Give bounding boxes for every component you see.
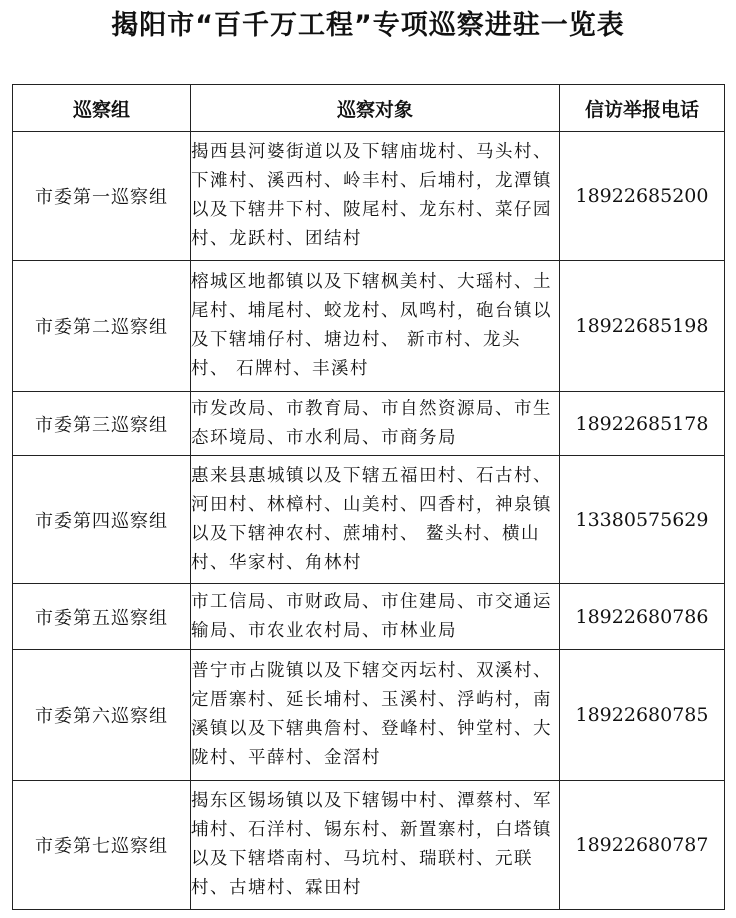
table-row <box>13 132 725 261</box>
phone-cell: 13380575629 <box>560 456 725 584</box>
group-cell: 市委第三巡察组 <box>13 392 191 456</box>
table-row <box>13 781 725 910</box>
table-row <box>13 456 725 584</box>
table-row <box>13 650 725 781</box>
phone-cell: 18922685198 <box>560 261 725 392</box>
table-row <box>13 584 725 650</box>
phone-cell: 18922685178 <box>560 392 725 456</box>
targets-cell: 揭西县河婆街道以及下辖庙垅村、马头村、下滩村、溪西村、岭丰村、后埔村，龙潭镇以及下辖井下村、陂尾村、龙东村、菜仔园村、龙跃村、团结村 <box>191 132 560 261</box>
targets-cell: 揭东区锡场镇以及下辖锡中村、潭蔡村、军埔村、石洋村、锡东村、新置寨村，白塔镇以及下辖塔南村、马坑村、瑞联村、元联村、古塘村、霖田村 <box>191 781 560 910</box>
group-cell: 市委第一巡察组 <box>13 132 191 261</box>
phone-cell: 18922680785 <box>560 650 725 781</box>
phone-cell: 18922685200 <box>560 132 725 261</box>
header-phone: 信访举报电话 <box>560 85 725 132</box>
group-cell: 市委第四巡察组 <box>13 456 191 584</box>
targets-cell: 榕城区地都镇以及下辖枫美村、大瑶村、土尾村、埔尾村、蛟龙村、凤鸣村，砲台镇以及下辖埔仔村、塘边村、 新市村、龙头村、 石牌村、丰溪村 <box>191 261 560 392</box>
table-row <box>13 261 725 392</box>
group-cell: 市委第六巡察组 <box>13 650 191 781</box>
table-row <box>13 392 725 456</box>
phone-cell: 18922680787 <box>560 781 725 910</box>
document-title: 揭阳市“百千万工程”专项巡察进驻一览表 <box>111 10 625 41</box>
header-group: 巡察组 <box>13 85 191 132</box>
targets-cell: 市发改局、市教育局、市自然资源局、市生态环境局、市水利局、市商务局 <box>191 392 560 456</box>
targets-cell: 惠来县惠城镇以及下辖五福田村、石古村、河田村、林樟村、山美村、四香村，神泉镇以及下辖神农村、蔗埔村、 鳌头村、横山村、华家村、角林村 <box>191 456 560 584</box>
group-cell: 市委第七巡察组 <box>13 781 191 910</box>
group-cell: 市委第二巡察组 <box>13 261 191 392</box>
phone-cell: 18922680786 <box>560 584 725 650</box>
inspection-table <box>12 84 725 910</box>
table-header-row <box>13 85 725 132</box>
header-targets: 巡察对象 <box>191 85 560 132</box>
targets-cell: 普宁市占陇镇以及下辖交丙坛村、双溪村、定厝寨村、延长埔村、玉溪村、浮屿村，南溪镇以及下辖典詹村、登峰村、钟堂村、大陇村、平薛村、金滘村 <box>191 650 560 781</box>
group-cell: 市委第五巡察组 <box>13 584 191 650</box>
targets-cell: 市工信局、市财政局、市住建局、市交通运输局、市农业农村局、市林业局 <box>191 584 560 650</box>
